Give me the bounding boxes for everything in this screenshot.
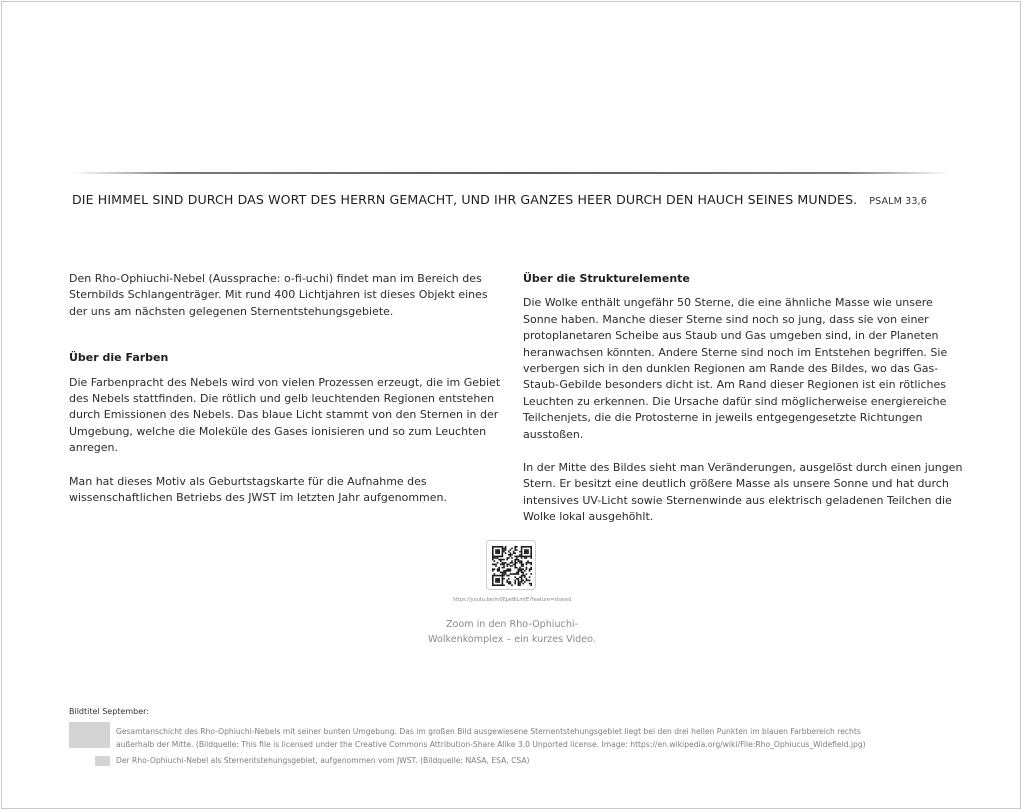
small-image-thumbnail (95, 756, 110, 766)
qr-url[interactable]: https://youtu.be/m0Epe8iLmtE?feature=shared (452, 597, 572, 603)
main-image-credit (116, 726, 916, 751)
card-note-paragraph: Man hat dieses Motiv als Geburtstagskarte für die Aufnahme des wissenschaftlichen Betriebs des JWST im letzten Jahr aufgenommen. (69, 474, 447, 505)
main-image-credit-line-1: Gesamtanschicht des Rho-Ophiuchi-Nebels mit seiner bunten Umgebung. Das im großen Bild ausgewiesene Sternentstehungsgebiet liegt bei den drei hellen Punkten im blauen Farbbereich rechts (116, 727, 861, 736)
verse-text: DIE HIMMEL SIND DURCH DAS WORT DES HERRN GEMACHT, UND IHR GANZES HEER DURCH DEN HAUCH SEINES MUNDES. (72, 192, 858, 207)
bible-verse (72, 192, 952, 207)
qr-code-graphic (492, 546, 532, 586)
right-column (523, 271, 963, 526)
main-image-thumbnail (69, 722, 110, 748)
credits-title: Bildtitel September: (69, 707, 149, 716)
main-image-credit-line-2: außerhalb der Mitte. (Bildquelle: This file is licensed under the Creative Commons Attribution-Share Alike 3.0 Unported license. Image: https://en.wikipedia.org/wiki/File:Rho_Ophiucus_Widefield.jpg) (116, 739, 866, 749)
colors-paragraph: Die Farbenpracht des Nebels wird von vielen Prozessen erzeugt, die im Gebiet des Nebels stattfinden. Die rötlich und gelb leuchtenden Regionen entstehen durch Emissionen des Nebels. Das blaue Licht stammt von den Sternen in der Umgebung, welche die Moleküle des Gases ionisieren und so zum Leuchten anregen. (69, 375, 501, 455)
intro-paragraph: Den Rho-Ophiuchi-Nebel (Aussprache: o-fi-uchi) findet man im Bereich des Sternbilds Schlangenträger. Mit rund 400 Lichtjahren ist dieses Objekt eines der uns am nächsten gelegenen Sternentstehungsgebiete. (69, 272, 488, 318)
header-divider (72, 172, 950, 174)
colors-heading: Über die Farben (69, 351, 169, 365)
structure-paragraph: Die Wolke enthält ungefähr 50 Sterne, die eine ähnliche Masse wie unsere Sonne haben. Manche dieser Sterne sind noch so jung, dass sie von einer protoplanetaren Scheibe aus Staub und Gas umgeben sind, in der Planeten heranwachsen könnten. Andere Sterne sind noch im Entstehen begriffen. Sie verbergen sich in den dunklen Regionen am Rande des Bildes, wo das Gas-Staub-Gebilde besonders dicht ist. Am Rand dieser Regionen ist ein rötliches Leuchten zu erkennen. Die Ursache dafür sind möglicherweise energiereiche Teilchenjets, die die Protosterne in jeweils entgegengesetzte Richtungen ausstoßen. (523, 296, 948, 441)
qr-caption-line-2: Wolkenkomplex – ein kurzes Video. (428, 634, 596, 645)
structure-heading: Über die Strukturelemente (523, 272, 690, 285)
small-image-credit: Der Rho-Ophiuchi-Nebel als Sternentstehungsgebiet, aufgenommen vom JWST. (Bildquelle: NASA, ESA, CSA) (116, 756, 530, 765)
center-paragraph: In der Mitte des Bildes sieht man Veränderungen, ausgelöst durch einen jungen Stern. Er besitzt eine deutlich größere Masse als unsere Sonne und hat durch intensives UV-Licht sowie Sternenwinde aus elektrisch geladenen Teilchen die Wolke lokal ausgehöhlt. (523, 461, 963, 524)
verse-reference: PSALM 33,6 (869, 196, 927, 207)
qr-caption-line-1: Zoom in den Rho-Ophiuchi- (445, 619, 579, 630)
left-column (69, 271, 509, 506)
qr-code-icon[interactable] (486, 540, 536, 590)
qr-caption (400, 617, 624, 647)
